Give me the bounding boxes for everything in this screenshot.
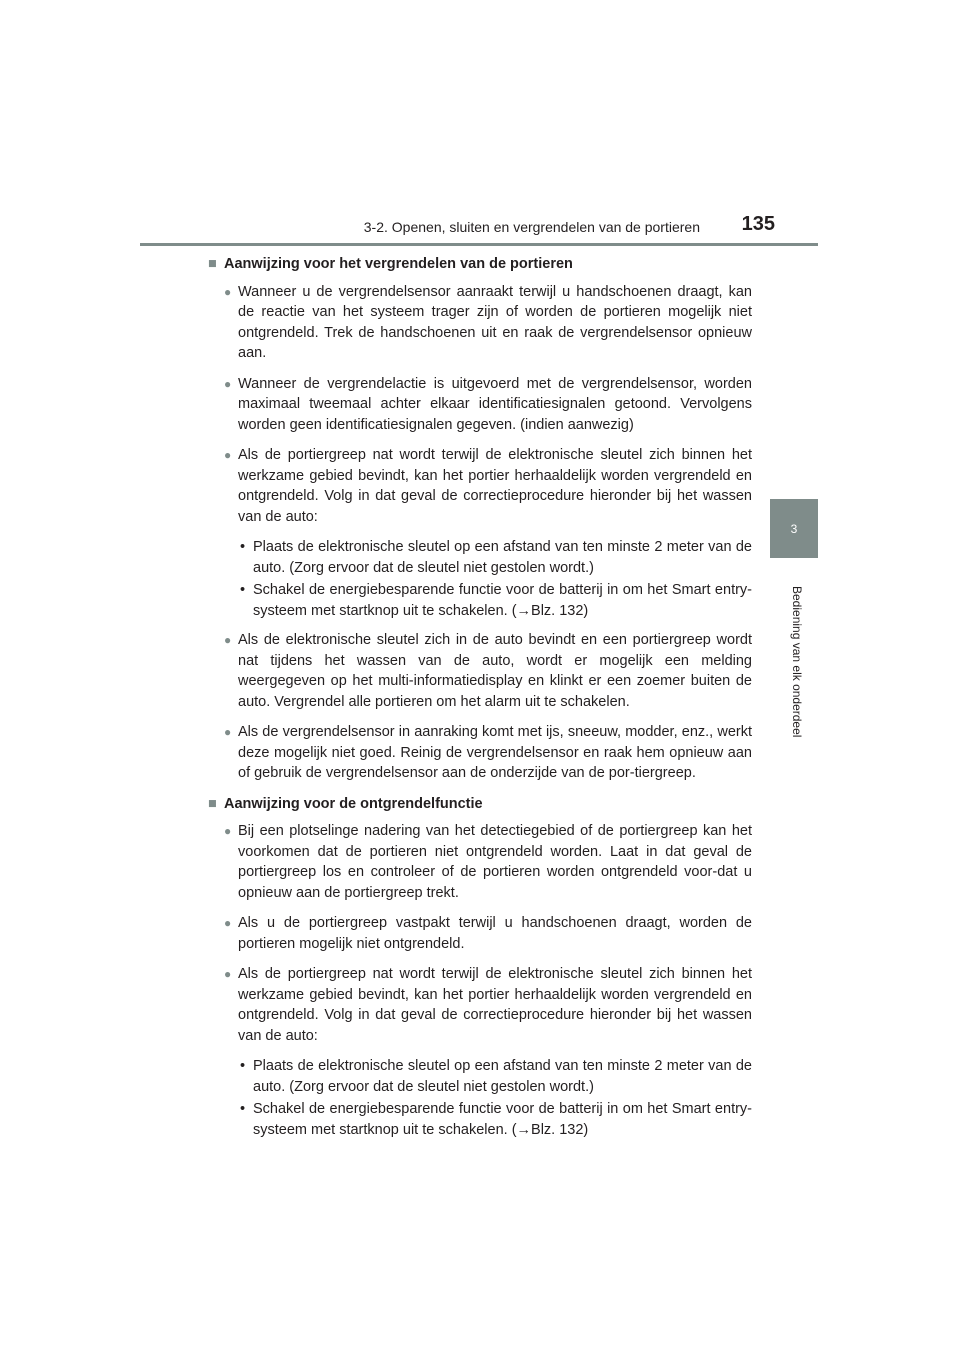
page-number: 135: [741, 213, 775, 235]
circle-bullet-icon: ●: [224, 448, 232, 462]
sub-list-item: [238, 1056, 752, 1097]
dot-bullet-icon: •: [240, 1101, 246, 1117]
header-rule: [140, 243, 818, 246]
list-item: [208, 282, 752, 364]
list-item-text: Als de elektronische sleutel zich in de auto bevindt en een portiergreep wordt nat tijdens het wassen van de auto, wordt er mogelijk een melding weergegeven op het multi-informatiedisplay en klinkt er een zoemer buiten de auto. Vergrendel alle portieren om het alarm uit te schakelen.: [238, 632, 752, 710]
page-content: [208, 254, 752, 1149]
list-item-text: Als de vergrendelsensor in aanraking komt met ijs, sneeuw, modder, enz., werkt deze mogelijk niet goed. Reinig de vergrendelsensor en raak hem opnieuw aan of gebruik de vergrendelsensor aan de onderzijde van de por-tiergreep.: [238, 724, 752, 781]
sub-list-item-text: Schakel de energiebesparende functie voor de batterij in om het Smart entry-systeem met startknop uit te schakelen. (→Blz. 132): [253, 1101, 752, 1138]
section-locking-notes: [208, 254, 752, 784]
square-bullet-icon: ■: [208, 256, 217, 272]
section-title: [208, 254, 752, 275]
list-item: [208, 913, 752, 954]
dot-bullet-icon: •: [240, 539, 246, 555]
circle-bullet-icon: ●: [224, 376, 232, 391]
list-item: [208, 821, 752, 903]
list-item-text: Bij een plotselinge nadering van het detectiegebied of de portiergreep kan het voorkomen dat de portieren niet ontgrendeld worden. Laat in dat geval de portiergreep los en controleer of de portieren worden ontgrendeld voor-dat u opnieuw aan de portiergreep trekt.: [238, 823, 752, 901]
running-header-title: 3-2. Openen, sluiten en vergrendelen van de portieren: [363, 219, 700, 235]
sub-list-item: [238, 537, 752, 578]
sub-list-item-text: Plaats de elektronische sleutel op een afstand van ten minste 2 meter van de auto. (Zorg ervoor dat de sleutel niet gestolen wordt.): [253, 1058, 752, 1095]
section-title-text: Aanwijzing voor het vergrendelen van de portieren: [224, 256, 573, 272]
sub-list-item: [238, 580, 752, 621]
list-item-text: Als de portiergreep nat wordt terwijl de elektronische sleutel zich binnen het werkzame gebied bevindt, kan het portier herhaaldelijk worden vergrendeld en ontgrendeld. Volg in dat geval de correctieprocedure hieronder bij het wassen van de auto:: [238, 447, 752, 525]
circle-bullet-icon: ●: [224, 633, 232, 647]
sub-list-item-text: Plaats de elektronische sleutel op een afstand van ten minste 2 meter van de auto. (Zorg ervoor dat de sleutel niet gestolen wordt.): [253, 539, 752, 576]
list-item-text: Wanneer u de vergrendelsensor aanraakt terwijl u handschoenen draagt, kan de reactie van het systeem trager zijn of worden de portieren mogelijk niet ontgrendeld. Trek de handschoenen uit en raak de vergrendelsensor opnieuw aan.: [238, 283, 752, 361]
list-item: [208, 374, 752, 436]
list-item-text: Wanneer de vergrendelactie is uitgevoerd met de vergrendelsensor, worden maximaal tweemaal achter elkaar identificatiesignalen getoond. Vervolgens worden geen identificatiesignalen gegeven. (indien aanwezig): [238, 375, 752, 433]
section-title: [208, 794, 752, 815]
list-item: [208, 445, 752, 527]
circle-bullet-icon: ●: [224, 967, 232, 981]
circle-bullet-icon: ●: [224, 824, 232, 838]
sub-list-item-text: Schakel de energiebesparende functie voor de batterij in om het Smart entry-systeem met startknop uit te schakelen. (→Blz. 132): [253, 582, 752, 619]
chapter-number: 3: [790, 521, 798, 536]
list-item: [208, 722, 752, 784]
circle-bullet-icon: ●: [224, 916, 232, 930]
circle-bullet-icon: ●: [224, 725, 232, 739]
list-item: [208, 964, 752, 1046]
chapter-tab: [770, 499, 818, 558]
circle-bullet-icon: ●: [224, 284, 232, 299]
section-unlocking-notes: [208, 794, 752, 1141]
section-title-text: Aanwijzing voor de ontgrendelfunctie: [224, 795, 483, 812]
list-item: [208, 630, 752, 712]
chapter-side-label: Bediening van elk onderdeel: [790, 586, 804, 738]
list-item-text: Als de portiergreep nat wordt terwijl de elektronische sleutel zich binnen het werkzame gebied bevindt, kan het portier herhaaldelijk worden vergrendeld en ontgrendeld. Volg in dat geval de correctieprocedure hieronder bij het wassen van de auto:: [238, 966, 752, 1044]
sub-list-item: [238, 1099, 752, 1140]
sub-list: [238, 537, 752, 621]
sub-list: [238, 1056, 752, 1140]
dot-bullet-icon: •: [240, 582, 246, 598]
dot-bullet-icon: •: [240, 1058, 246, 1074]
square-bullet-icon: ■: [208, 795, 217, 812]
list-item-text: Als u de portiergreep vastpakt terwijl u handschoenen draagt, worden de portieren mogelijk niet ontgrendeld.: [238, 915, 752, 952]
